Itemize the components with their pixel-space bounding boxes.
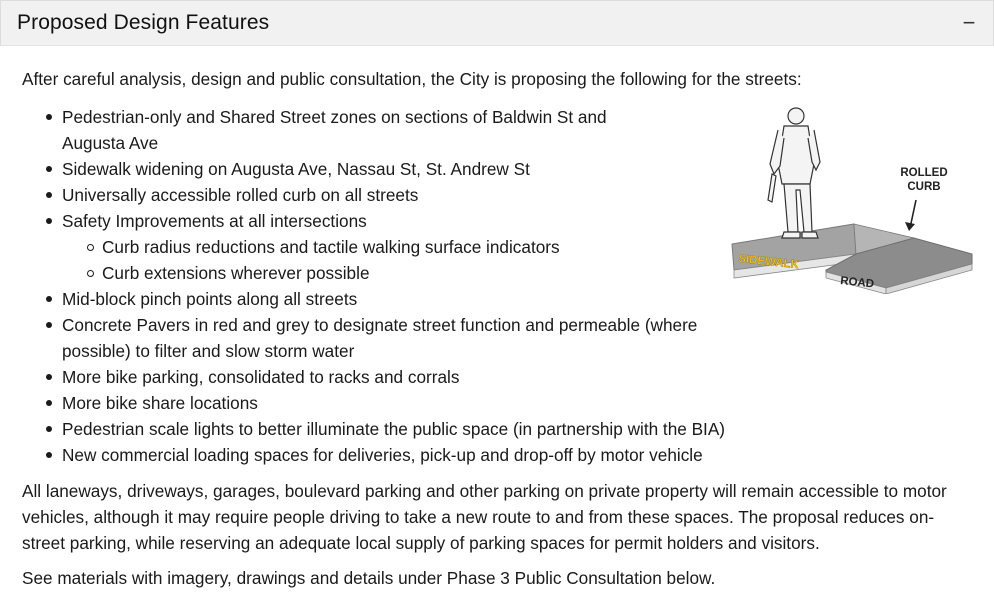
list-item: Concrete Pavers in red and grey to designate street function and permeable (where possible) to filter and slow storm water	[22, 312, 782, 364]
list-item: Safety Improvements at all intersections Curb radius reductions and tactile walking surface indicators Curb extensions wherever possible	[22, 208, 782, 286]
panel-title: Proposed Design Features	[17, 11, 270, 34]
rolled-label: ROLLED	[900, 167, 948, 179]
list-item: Sidewalk widening on Augusta Ave, Nassau St, St. Andrew St	[22, 156, 782, 182]
list-item: New commercial loading spaces for deliveries, pick-up and drop-off by motor vehicle	[22, 442, 782, 468]
panel-body	[0, 46, 994, 610]
see-materials-text: See materials with imagery, drawings and details under Phase 3 Public Consultation below.	[22, 568, 716, 588]
list-item: Pedestrian scale lights to better illuminate the public space (in partnership with the BIA)	[22, 416, 782, 442]
curb-arrowhead	[905, 222, 915, 231]
road-label: ROAD	[839, 275, 875, 291]
sub-list-item: Curb extensions wherever possible	[62, 260, 782, 286]
sidewalk-label: SIDEWALK	[737, 253, 800, 272]
list-item: Universally accessible rolled curb on all streets	[22, 182, 782, 208]
access-paragraph: All laneways, driveways, garages, boulevard parking and other parking on private property will remain accessible to motor vehicles, although it may require people driving to take a new route to and from these spaces. The proposal reduces on-street parking, while reserving an adequate local supply of parking spaces for permit holders and visitors.	[22, 481, 947, 553]
safety-sublist	[62, 234, 782, 286]
rolled-curb-illustration	[726, 104, 976, 294]
panel-header[interactable]	[0, 0, 994, 46]
list-item: Mid-block pinch points along all streets	[22, 286, 782, 312]
pedestrian-figure	[768, 108, 820, 238]
minus-icon: −	[962, 10, 976, 35]
list-item: More bike share locations	[22, 390, 782, 416]
features-list	[22, 104, 782, 468]
intro-text: After careful analysis, design and public consultation, the City is proposing the following for the streets:	[22, 69, 802, 89]
list-item: Pedestrian-only and Shared Street zones on sections of Baldwin St and Augusta Ave	[22, 104, 782, 156]
sub-list-item: Curb radius reductions and tactile walking surface indicators	[62, 234, 782, 260]
list-item: More bike parking, consolidated to racks and corrals	[22, 364, 782, 390]
collapse-button[interactable]	[955, 7, 983, 39]
curb-label: CURB	[907, 181, 941, 193]
